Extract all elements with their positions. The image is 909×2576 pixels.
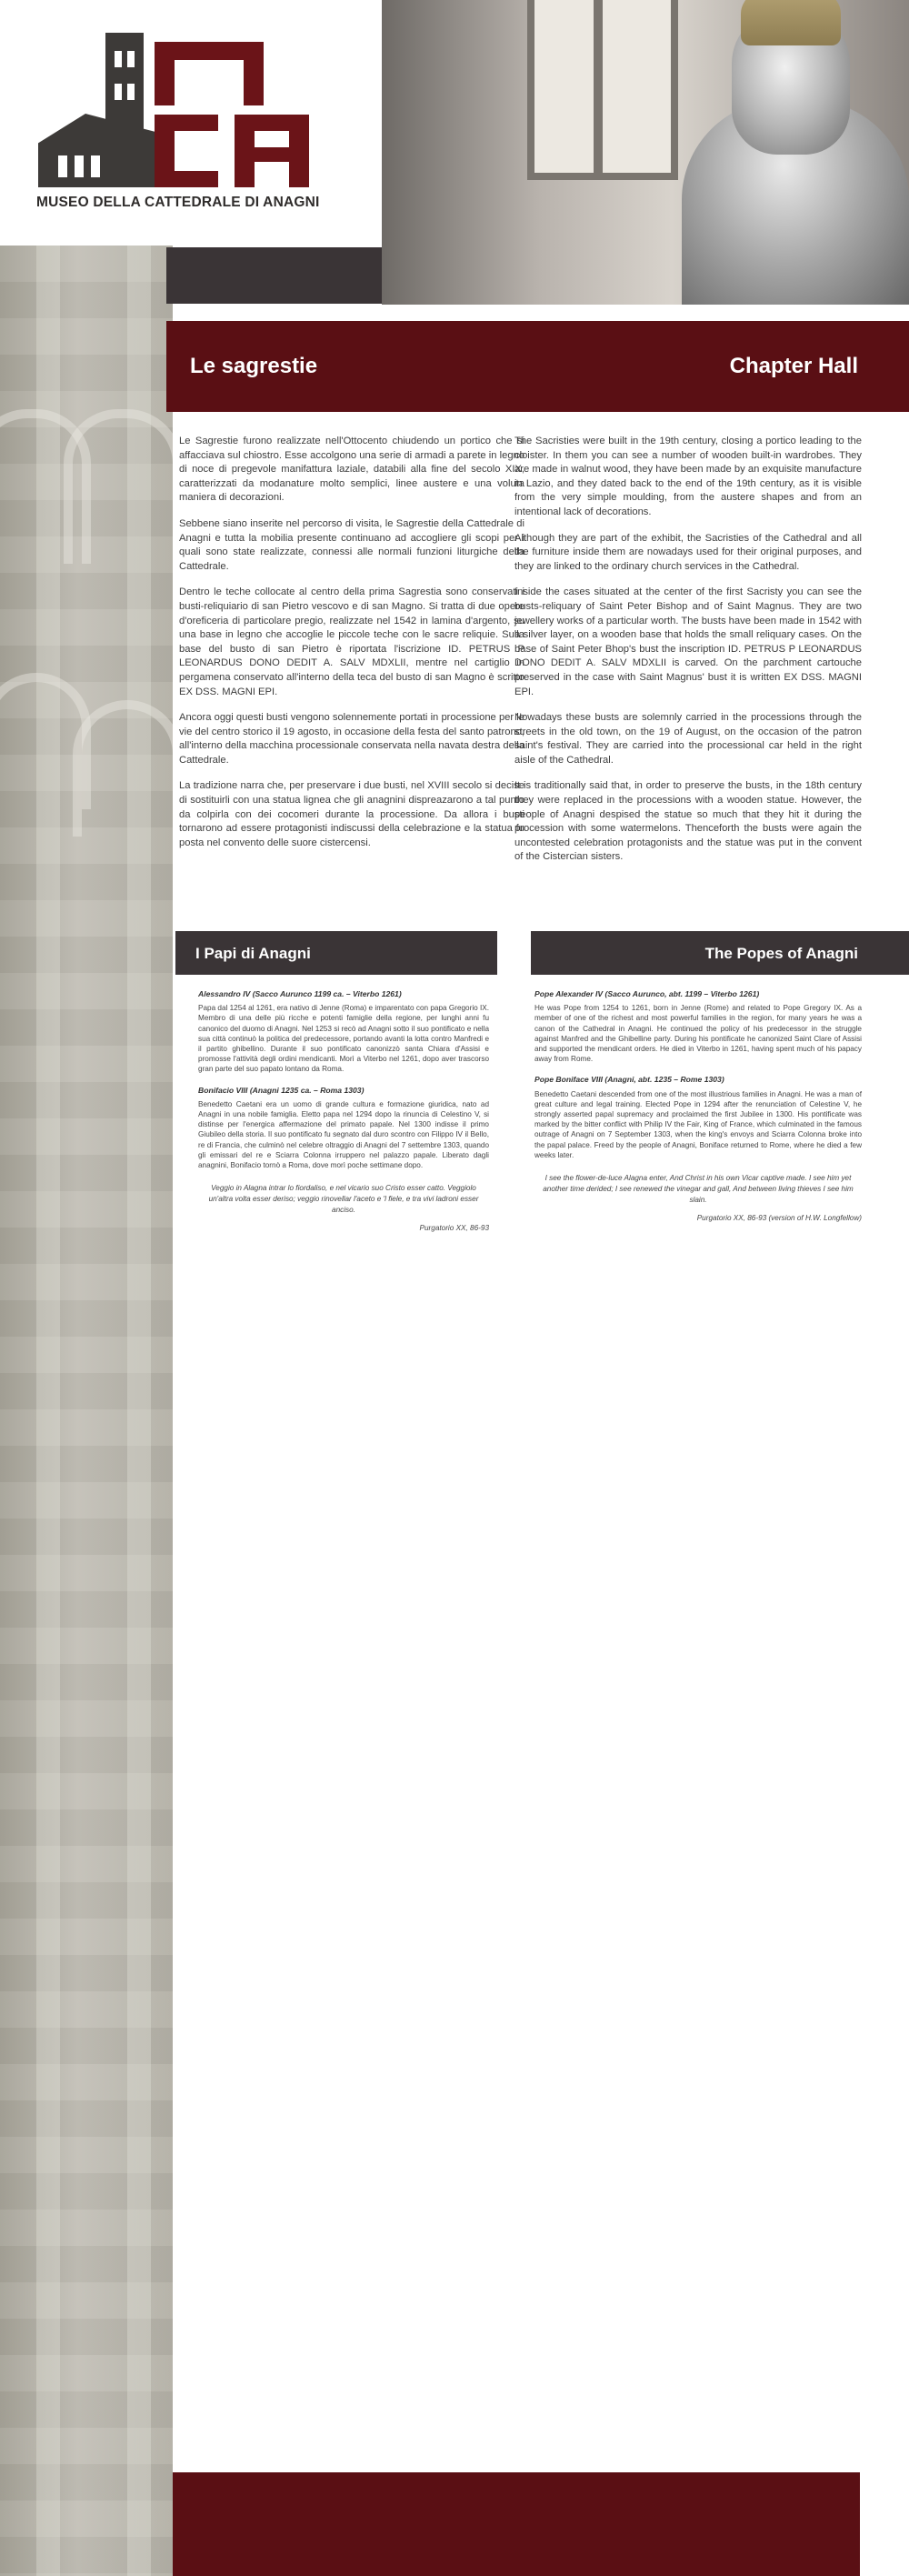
italian-paragraph: Ancora oggi questi busti vengono solennemente portati in processione per le vie del centro storico il 19 agosto, in occasione della festa del santo patrono, all'interno della macchina processionale conservata nella navata destra della Cattedrale. [179, 712, 524, 766]
verse-source: Purgatorio XX, 86-93 (version of H.W. Longfellow) [696, 1214, 862, 1223]
popes-english-column [534, 989, 862, 1223]
english-paragraph: It is traditionally said that, in order to preserve the busts, in the 18th century they were replaced in the processions with a wooden statue. However, the people of Anagni despised the statue so much that they hit it during the procession with some watermelons. Thenceforth the busts were again the uncontested celebration protagonists and the statue was put in the convent of the Cistercian sisters. [514, 780, 862, 863]
cloister-background-photo [0, 246, 173, 2576]
popes-title-english: The Popes of Anagni [704, 945, 858, 962]
english-paragraph: Inside the cases situated at the center of the first Sacristy you can see the busts-reliquary of Saint Peter Bishop and of Saint Magnus. They are two jewellery works of a particular worth. The busts have been made in 1542 with a silver layer, on a wooden base that holds the small reliquary cases. On the base of Saint Peter Bhop's bust the inscription ID. PETRUS P LEONARDUS DONO DEDIT A. SALV MDXLII is carved. On the parchment cartouche preserved in the case with Saint Magnus' bust it is written EX DSS. MAGNI EPI. [514, 586, 862, 697]
pope-heading: Pope Alexander IV (Sacco Aurunco, abt. 1199 – Viterbo 1261) [534, 989, 760, 998]
english-text-column [514, 435, 862, 877]
italian-text-column [179, 435, 524, 862]
english-paragraph: Although they are part of the exhibit, the Sacristies of the Cathedral and all the furniture inside them are nowadays used for their original purposes, and they are linked to the ordinary church services in the Cathedral. [514, 532, 862, 572]
pope-biography: Benedetto Caetani era un uomo di grande cultura e formazione giuridica, nato ad Anagni in una nobile famiglia. Eletto papa nel 1294 dopo la rinuncia di Celestino V, si distinse per l'energica affermazione del primato papale. Nel 1300 indisse il primo Giubileo della storia. Il suo pontificato fu segnato dal duro scontro con Filippo IV il Bello, re di Francia, che culminò nel celebre oltraggio di Anagni del 7 settembre 1303, quando gli emissari del re e Sciarra Colonna irruppero nel palazzo papale. Liberato dagli anagnini, Bonifacio tornò a Roma, dove morì poche settimane dopo. [198, 1099, 489, 1170]
reliquary-bust-photo [382, 0, 909, 305]
dante-verse: Veggio in Alagna intrar lo fiordaliso, e nel vicario suo Cristo esser catto. Veggiolo un'altra volta esser deriso; veggio rinovellar l'aceto e 'l fiele, e tra vivi ladroni esser anciso. [208, 1184, 479, 1215]
italian-paragraph: La tradizione narra che, per preservare i due busti, nel XVIII secolo si decise di sostituirli con una statua lignea che gli anagnini dispreazarono a tal punto da colpirla con dei cocomeri durante la processione. Da allora i busti tornarono ad essere protagonisti indiscussi della celebrazione e la statua fu posta nel convento delle suore cistercensi. [179, 780, 524, 848]
bell-tower-icon [105, 33, 144, 187]
english-paragraph: Nowadays these busts are solemnly carried in the processions through the streets in the old town, on the 19 of August, on the occasion of the patron saint's festival. They are carried into the processional car held in the right aisle of the Cathedral. [514, 712, 862, 766]
english-paragraph: The Sacristies were built in the 19th century, closing a portico leading to the cloister. In them you can see a number of wooden built-in wardrobes. They are made in walnut wood, they have been made by an exquisite manufacture in Lazio, and they dated back to the end of the 19th century, as it is visible from the very simple moulding, from the austere shapes and from an intentional lack of decorations. [514, 436, 862, 517]
pope-biography: Papa dal 1254 al 1261, era nativo di Jenne (Roma) e imparentato con papa Gregorio IX. Membro di una delle più ricche e potenti famiglie della regione, per lunghi anni fu canonico del duomo di Anagni. Nel 1253 si recò ad Anagni sotto il suo pontificato e nella sua città continuò la politica del predecessore, portando avanti la lotta contro Manfredi e il partito ghibellino. Durante il suo pontificato canonizzò santa Chiara d'Assisi e promosse l'attività degli ordini mendicanti. Morì a Viterbo nel 1261, dopo aver trascorso gran parte del suo papato lontano da Roma. [198, 1004, 489, 1074]
pope-heading: Pope Boniface VIII (Anagni, abt. 1235 – Rome 1303) [534, 1075, 724, 1085]
logo-letters-mu [155, 42, 264, 105]
popes-header-italian [175, 931, 497, 975]
italian-paragraph: Le Sagrestie furono realizzate nell'Ottocento chiudendo un portico che si affacciava sul chiostro. Esse accolgono una serie di armadi a parete in legno di noce di pregevole manifattura laziale, databili alla fine del secolo XIX, caratterizzati da modanature molto semplici, linee austere e una voluta maniera di decorazioni. [179, 436, 524, 504]
museum-name: MUSEO DELLA CATTEDRALE DI ANAGNI [36, 195, 320, 210]
verse-source: Purgatorio XX, 86-93 [419, 1224, 489, 1233]
logo-letters-ca [155, 115, 309, 187]
banner-title-italian: Le sagrestie [190, 354, 318, 378]
pope-biography: He was Pope from 1254 to 1261, born in Jenne (Rome) and related to Pope Gregory IX. As a member of one of the richest and most powerful families in the region, for many years he was a canon of the Cathedral in Anagni. He continued the policy of his predecessor in the struggle against Manfred and the Ghibelline party. During his pontificate he canonized Saint Clare of Assisi and supported the mendicant orders. He died in Viterbo in 1261, having spent much of his papacy away from Rome. [534, 1004, 862, 1064]
popes-header-english [531, 931, 909, 975]
popes-title-italian: I Papi di Anagni [195, 945, 311, 962]
sacristies-banner [166, 321, 909, 412]
museum-logo [36, 27, 327, 209]
italian-paragraph: Sebbene siano inserite nel percorso di visita, le Sagrestie della Cattedrale di Anagni e tutta la mobilia presente continuano ad accogliere gli scopi per i quali sono state realizzate, connessi alle normali funzioni liturgiche della Cattedrale. [179, 517, 524, 572]
header-dark-strip [166, 247, 382, 304]
dante-verse: I see the flower-de-luce Alagna enter, And Christ in his own Vicar captive made. I see him yet another time derided; I see renewed the vinegar and gall, And between living thieves I see him slain. [543, 1174, 854, 1205]
pope-biography: Benedetto Caetani descended from one of the most illustrious families in Anagni. He was a man of great culture and legal training. Elected Pope in 1294 after the renunciation of Celestine V, he strongly asserted papal supremacy and proclaimed the first Jubilee in 1300. His pontificate was marked by the bitter conflict with Philip IV the Fair, King of France, which culminated in the famous outrage of Anagni on 7 September 1303, when the king's envoys and Sciarra Colonna broke into the papal palace. Freed by the people of Anagni, Boniface returned to Rome, where he died a few weeks later. [534, 1089, 862, 1159]
pope-heading: Alessandro IV (Sacco Aurunco 1199 ca. – Viterbo 1261) [198, 989, 402, 998]
footer-band [173, 2472, 860, 2576]
italian-paragraph: Dentro le teche collocate al centro della prima Sagrestia sono conservati i busti-reliquiario di san Pietro vescovo e di san Magno. Si tratta di due opere d'oreficeria di particolare pregio, realizzate nel 1542 in lamina d'argento, su una base in legno che accoglie le piccole teche con le sacre reliquie. Sulla base del busto di san Pietro è riportata l'iscrizione ID. PETRUS P LEONARDUS DONO DEDIT A. SALV MDXLII, mentre nel cartiglio in pergamena conservato all'interno della teca del busto di san Magno è scritto EX DSS. MAGNI EPI. [179, 586, 524, 697]
banner-title-english: Chapter Hall [729, 354, 858, 378]
pope-heading: Bonifacio VIII (Anagni 1235 ca. – Roma 1303) [198, 1085, 365, 1095]
popes-italian-column [198, 989, 489, 1233]
